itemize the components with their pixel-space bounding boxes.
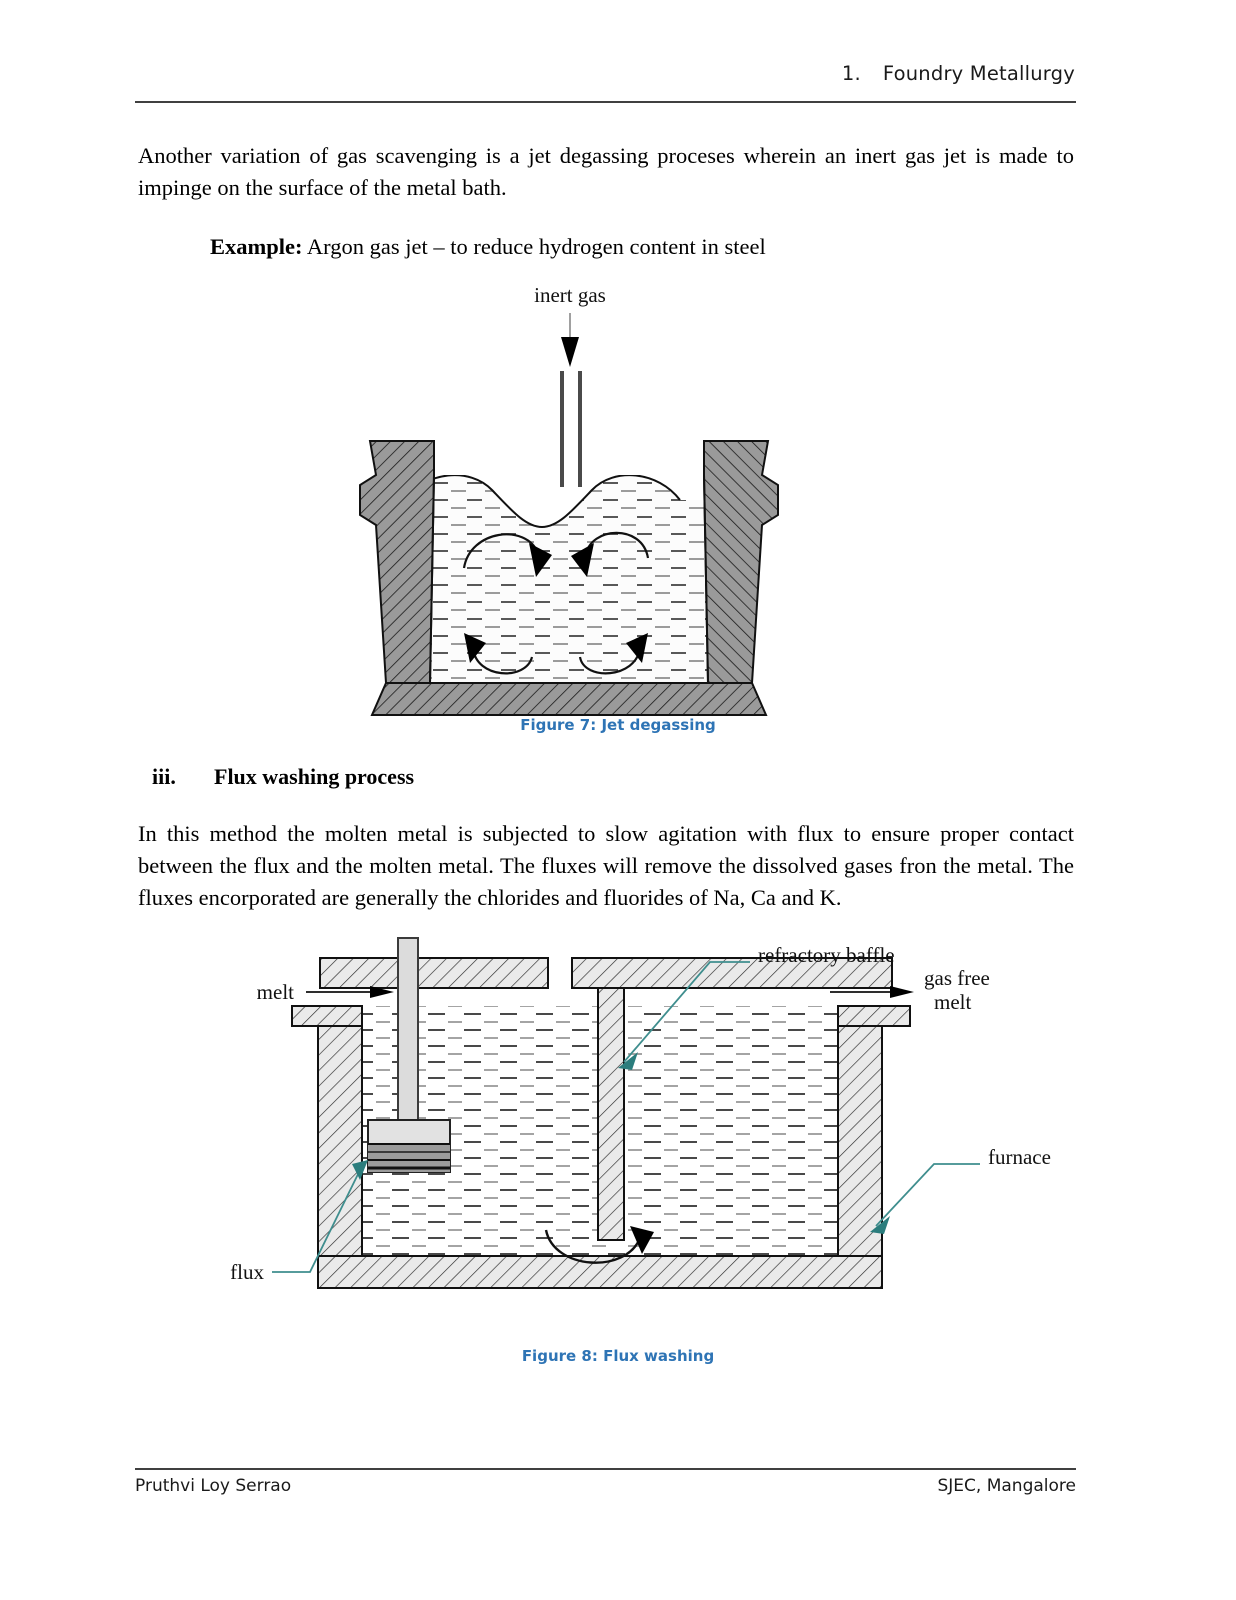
figure7-caption: Figure 7: Jet degassing [520,716,716,734]
footer-divider [135,1468,1076,1470]
header-section-title: Foundry Metallurgy [882,62,1075,85]
section-heading-flux-washing [152,763,752,791]
footer-institution: SJEC, Mangalore [937,1476,1076,1496]
crucible-right-wall [704,441,778,683]
flux-injector-box [368,1120,450,1172]
paragraph-flux-washing: In this method the molten metal is subjected to slow agitation with flux to ensure proper contact between the flux and the molten metal. The fluxes will remove the dissolved gases fron the metal. The fluxes encorporated are generally the chlorides and fluorides of Na, Ca and K. [138,821,1074,910]
furnace-right-ledge [838,1006,910,1026]
furnace-lid-left [320,958,548,988]
section-heading-text: Flux washing process [214,764,415,789]
inert-gas-arrowhead [561,337,579,367]
footer-author: Pruthvi Loy Serrao [135,1476,292,1496]
header-section-number: 1. [841,62,861,85]
page-footer [135,1476,1076,1496]
label-gas-free-melt-line1: gas free [924,966,990,990]
furnace-floor [318,1256,882,1288]
furnace-leader [870,1164,980,1234]
section-heading-number: iii. [152,764,176,789]
furnace-right-wall [838,1006,882,1256]
example-label: Example: [210,234,303,259]
molten-metal-fill [404,475,734,685]
figure-jet-degassing [330,275,910,715]
example-text: Argon gas jet – to reduce hydrogen content in steel [302,234,766,259]
label-furnace: furnace [988,1145,1051,1169]
label-flux: flux [230,1260,264,1284]
header-title-row [135,62,1075,94]
crucible-base [372,683,766,715]
label-melt: melt [256,980,294,1004]
label-gas-free-melt-line2: melt [934,990,972,1014]
furnace-left-wall [318,1006,362,1256]
agitator-rod [398,938,418,1122]
furnace-left-ledge [292,1006,362,1026]
label-refractory-baffle: refractory baffle [758,943,895,967]
paragraph-intro: Another variation of gas scavenging is a jet degassing proceses wherein an inert gas jet is made to impinge on the surface of the metal bath. [138,143,1074,200]
crucible-left-wall [360,441,434,683]
example-line [210,231,1070,263]
figure8-caption: Figure 8: Flux washing [521,1347,715,1365]
refractory-baffle [598,988,624,1240]
figure-flux-washing [210,930,1051,1330]
header-divider [135,101,1076,103]
page-header [135,62,1075,94]
label-inert-gas: inert gas [534,283,606,307]
